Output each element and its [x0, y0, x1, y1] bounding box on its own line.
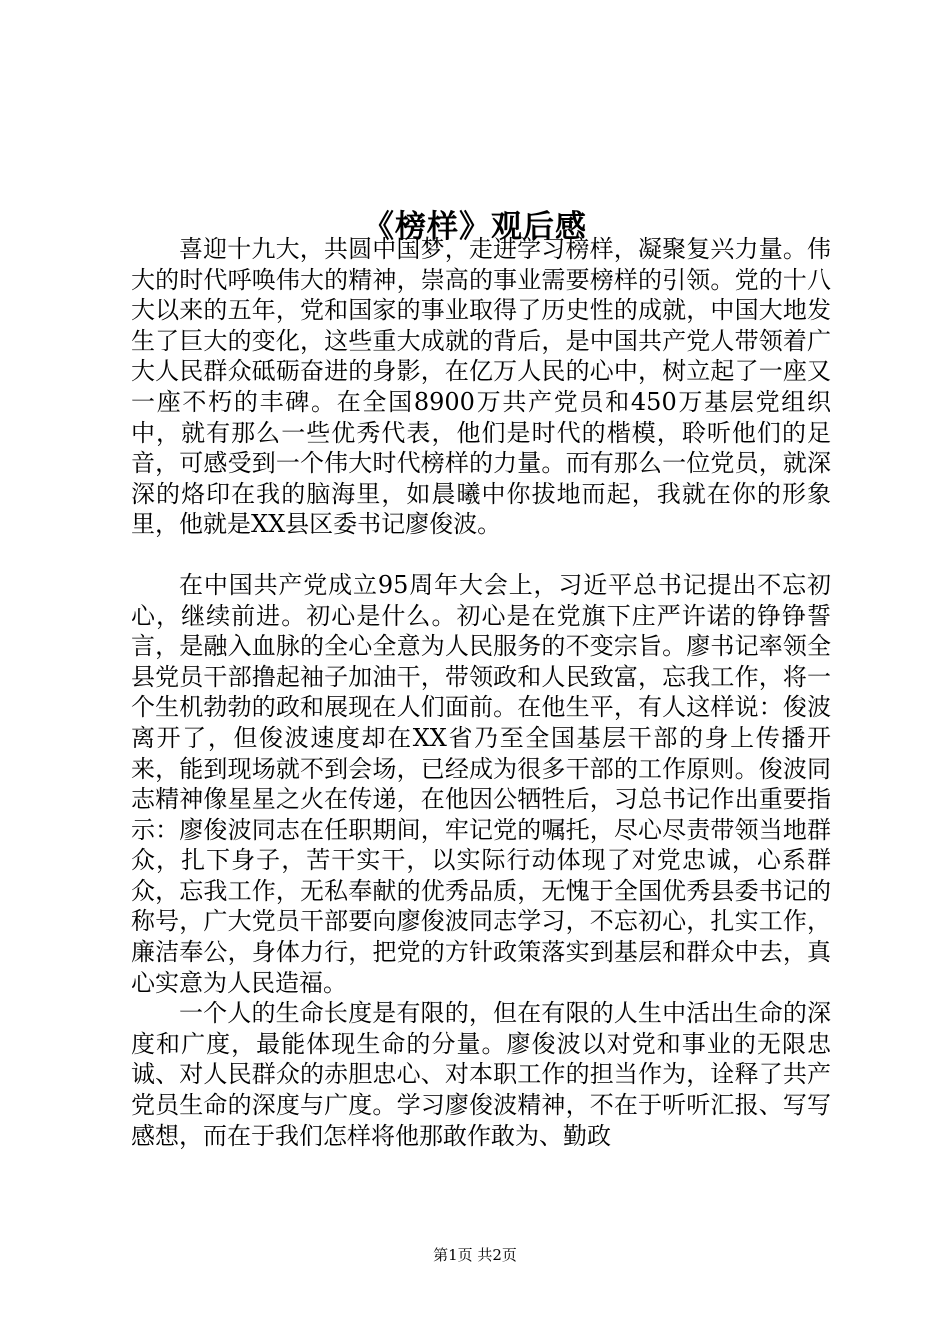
- paragraph-spacer: [131, 540, 831, 570]
- paragraph-3: 一个人的生命长度是有限的，但在有限的人生中活出生命的深度和广度，最能体现生命的分量。廖俊波以对党和事业的无限忠诚、对人民群众的赤胆忠心、对本职工作的担当作为，诠释了共产党员生命的深度与广度。学习廖俊波精神，不在于听听汇报、写写感想，而在于我们怎样将他那敢作敢为、勤政: [131, 999, 831, 1150]
- document-body: [131, 234, 831, 1151]
- paragraph-1: 喜迎十九大，共圆中国梦，走进学习榜样，凝聚复兴力量。伟大的时代呼唤伟大的精神，崇高的事业需要榜样的引领。党的十八大以来的五年，党和国家的事业取得了历史性的成就，中国大地发生了巨大的变化，这些重大成就的背后，是中国共产党人带领着广大人民群众砥砺奋进的身影，在亿万人民的心中，树立起了一座又一座不朽的丰碑。在全国8900万共产党员和450万基层党组织中，就有那么一些优秀代表，他们是时代的楷模，聆听他们的足音，可感受到一个伟大时代榜样的力量。而有那么一位党员，就深深的烙印在我的脑海里，如晨曦中你拔地而起，我就在你的形象里，他就是XX县区委书记廖俊波。: [131, 235, 831, 539]
- page-footer: 第1页 共2页: [433, 1246, 517, 1264]
- document-title: 《榜样》观后感: [363, 208, 587, 245]
- paragraph-2: 在中国共产党成立95周年大会上，习近平总书记提出不忘初心，继续前进。初心是什么。初心是在党旗下庄严许诺的铮铮誓言，是融入血脉的全心全意为人民服务的不变宗旨。廖书记率领全县党员干部撸起袖子加油干，带领政和人民致富，忘我工作，将一个生机勃勃的政和展现在人们面前。在他生平，有人这样说：俊波离开了，但俊波速度却在XX省乃至全国基层干部的身上传播开来，能到现场就不到会场，已经成为很多干部的工作原则。俊波同志精神像星星之火在传递，在他因公牺牲后，习总书记作出重要指示：廖俊波同志在任职期间，牢记党的嘱托，尽心尽责带领当地群众，扎下身子，苦干实干，以实际行动体现了对党忠诚，心系群众，忘我工作，无私奉献的优秀品质，无愧于全国优秀县委书记的称号，广大党员干部要向廖俊波同志学习，不忘初心，扎实工作，廉洁奉公，身体力行，把党的方针政策落实到基层和群众中去，真心实意为人民造福。: [131, 570, 831, 997]
